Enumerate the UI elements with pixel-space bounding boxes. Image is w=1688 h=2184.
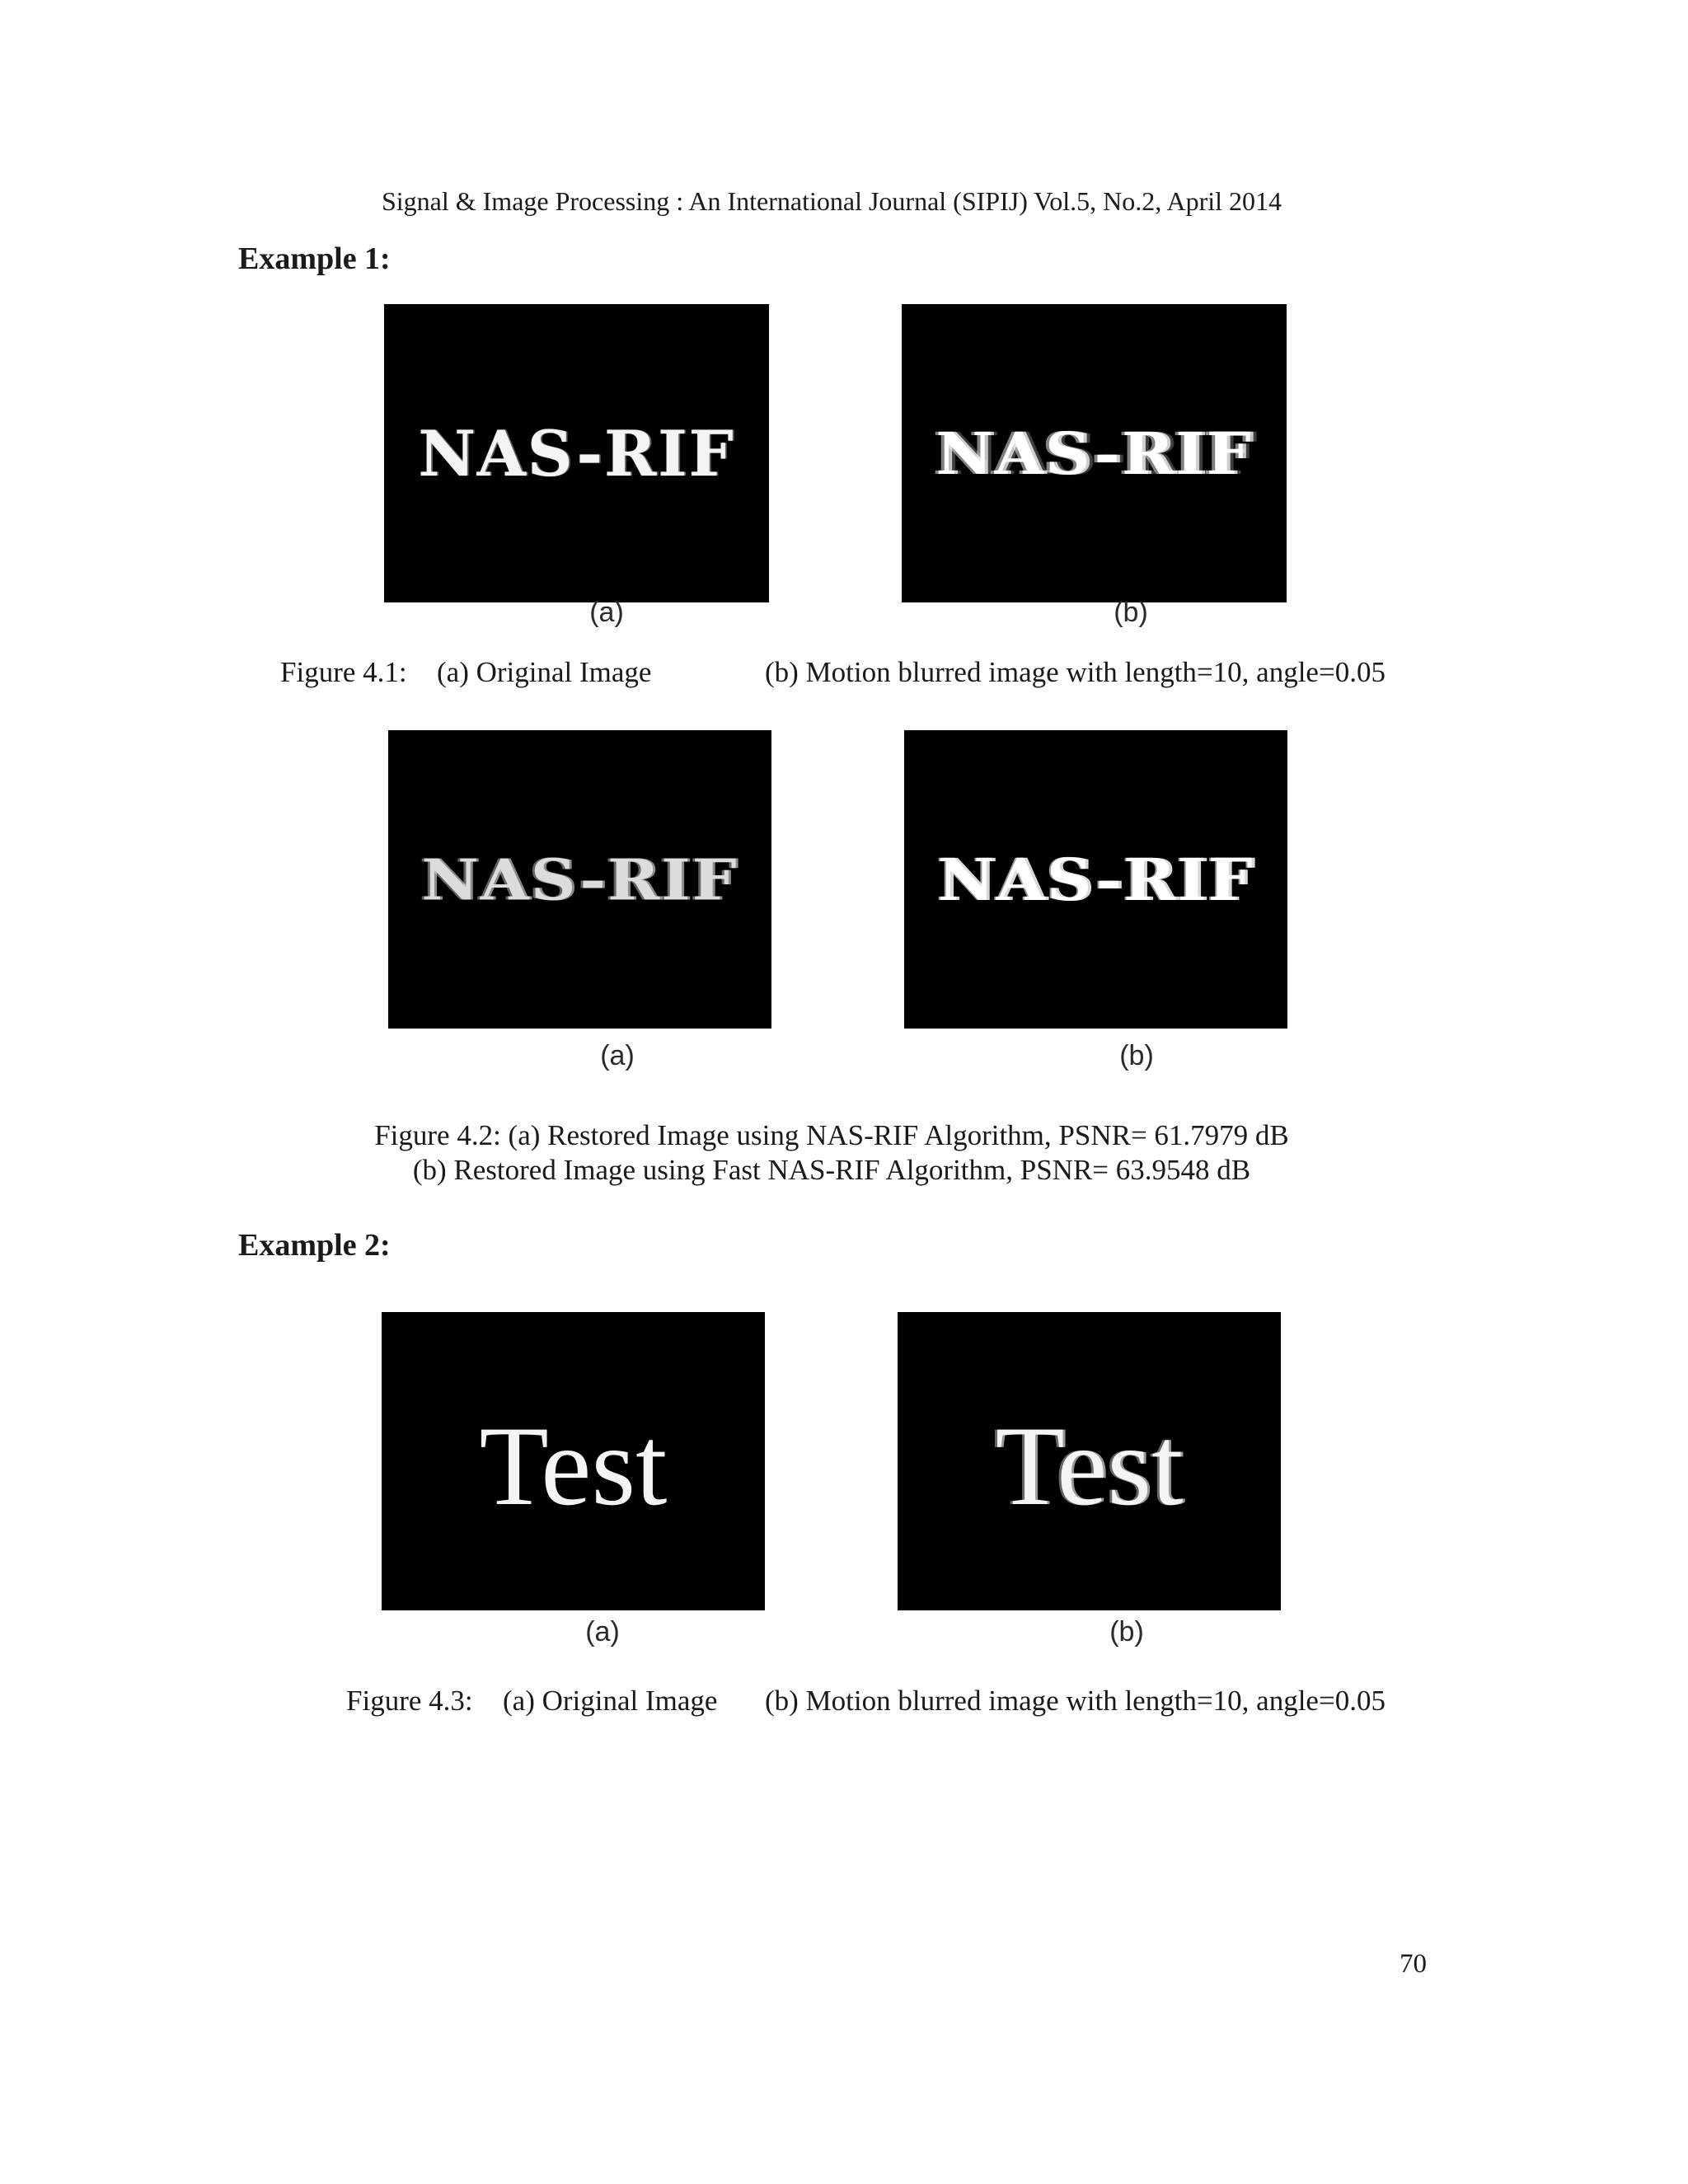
figure-4-1-caption-a: (a) Original Image xyxy=(437,656,652,688)
figure-4-2-restored-image-a xyxy=(388,730,771,1029)
figure-4-3-caption-a: (a) Original Image xyxy=(503,1685,718,1717)
figure-4-1a-label: (a) xyxy=(589,597,624,628)
figure-4-1-original-image xyxy=(384,304,769,602)
figure-4-2b-image-text: NAS-RIF xyxy=(937,846,1254,913)
figure-4-1a-image-text: NAS-RIF xyxy=(418,416,735,490)
figure-4-2b-label: (b) xyxy=(1119,1040,1154,1071)
figure-4-3a-label: (a) xyxy=(585,1616,620,1647)
figure-4-3-original-image xyxy=(382,1312,765,1610)
figure-4-3-caption-lead: Figure 4.3: xyxy=(346,1685,473,1717)
journal-header: Signal & Image Processing : An International Journal (SIPIJ) Vol.5, No.2, April 2014 xyxy=(381,186,1282,216)
figure-4-1-caption-lead: Figure 4.1: xyxy=(280,656,407,688)
figure-4-2a-image-text: NAS-RIF xyxy=(421,846,738,913)
figure-4-3b-label: (b) xyxy=(1109,1616,1144,1647)
figure-4-1b-label: (b) xyxy=(1114,597,1148,628)
example-2-heading: Example 2: xyxy=(238,1228,391,1263)
figure-4-1-caption-b: (b) Motion blurred image with length=10, angle=0.05 xyxy=(765,656,1386,688)
figure-4-3a-image-text: Test xyxy=(479,1402,668,1529)
figure-4-2-restored-image-b xyxy=(904,730,1287,1029)
example-1-heading: Example 1: xyxy=(238,241,391,276)
figure-4-2-caption-line-1: Figure 4.2: (a) Restored Image using NAS-RIF Algorithm, PSNR= 61.7979 dB xyxy=(374,1119,1289,1151)
figure-4-1b-image-text: NAS-RIF xyxy=(935,419,1253,487)
page-number: 70 xyxy=(1400,1949,1427,1979)
figure-4-1-blurred-image xyxy=(902,304,1287,602)
figure-4-3b-image-text: Test xyxy=(995,1402,1184,1529)
figure-4-2-caption-line-2: (b) Restored Image using Fast NAS-RIF Algorithm, PSNR= 63.9548 dB xyxy=(412,1154,1251,1186)
figure-4-3-caption-b: (b) Motion blurred image with length=10, angle=0.05 xyxy=(765,1685,1386,1717)
figure-4-3-blurred-image xyxy=(898,1312,1281,1610)
figure-4-2a-label: (a) xyxy=(600,1040,635,1071)
